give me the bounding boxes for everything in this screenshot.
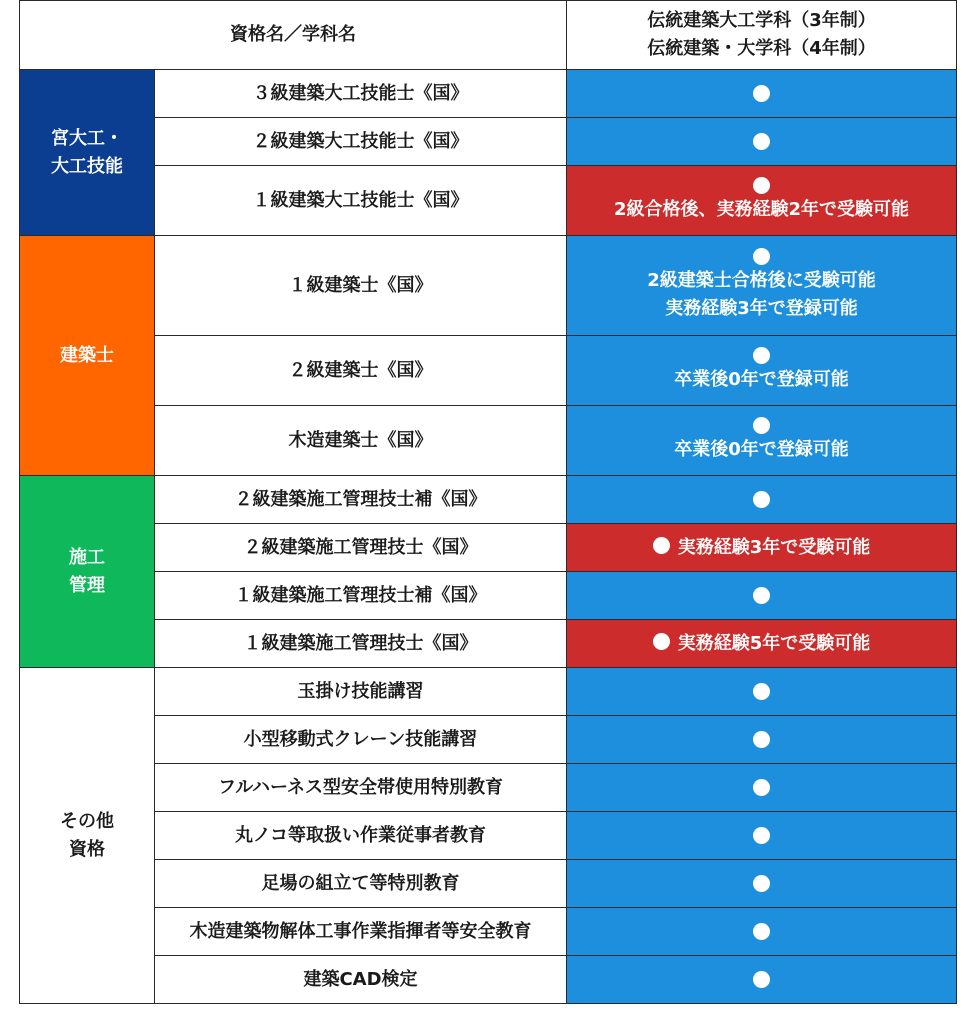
qualification-name: 足場の組立て等特別教育 [155,860,567,908]
availability-note: 実務経験3年で登録可能 [665,298,858,319]
header-row [20,1,957,70]
table-row [20,764,957,812]
availability-cell [567,620,957,668]
qualification-name: １級建築士《国》 [155,236,567,336]
category-label-line2: 管理 [69,574,105,596]
category-architect: 建築士 [20,236,155,476]
qualification-table [19,0,957,1004]
available-dot-icon [753,177,770,194]
table-row [20,908,957,956]
availability-cell [567,764,957,812]
availability-cell [567,406,957,476]
availability-cell [567,956,957,1004]
qualification-name: 木造建築物解体工事作業指揮者等安全教育 [155,908,567,956]
availability-cell [567,118,957,166]
qualification-name: 玉掛け技能講習 [155,668,567,716]
available-dot-icon [753,779,770,796]
availability-cell [567,860,957,908]
table-row [20,336,957,406]
available-dot-icon [753,827,770,844]
qualification-name: 小型移動式クレーン技能講習 [155,716,567,764]
category-label-line1: 施工 [69,546,105,568]
table-row [20,476,957,524]
availability-cell [567,716,957,764]
availability-cell [567,476,957,524]
availability-cell [567,812,957,860]
qualification-name: フルハーネス型安全帯使用特別教育 [155,764,567,812]
header-qualification-name: 資格名／学科名 [20,1,567,70]
table-row [20,716,957,764]
category-carpentry [20,70,155,236]
table-row [20,118,957,166]
available-dot-icon [753,923,770,940]
availability-cell [567,524,957,572]
category-label-line2: 資格 [69,838,105,860]
available-dot-icon [753,683,770,700]
availability-cell [567,908,957,956]
availability-note: 実務経験3年で受験可能 [677,536,871,558]
header-course [567,1,957,70]
qualification-name: 木造建築士《国》 [155,406,567,476]
qualification-name: １級建築施工管理技士《国》 [155,620,567,668]
availability-cell [567,236,957,336]
table-row [20,956,957,1004]
table-row [20,406,957,476]
availability-cell [567,166,957,236]
qualification-name: ２級建築士《国》 [155,336,567,406]
availability-cell [567,668,957,716]
availability-note: 2級建築士合格後に受験可能 [647,270,876,291]
qualification-name: 丸ノコ等取扱い作業従事者教育 [155,812,567,860]
table-row [20,524,957,572]
table-row [20,812,957,860]
table-row [20,572,957,620]
available-dot-icon [753,248,770,265]
availability-note: 2級合格後、実務経験2年で受験可能 [613,199,910,220]
qualification-name: 建築CAD検定 [155,956,567,1004]
category-label-line2: 大工技能 [51,155,123,177]
available-dot-icon [753,133,770,150]
category-label-line1: 宮大工・ [51,127,123,149]
table-row [20,860,957,908]
header-course-line2: 伝統建築・大学科（4年制） [647,38,876,59]
availability-cell [567,572,957,620]
availability-cell [567,336,957,406]
available-dot-icon [753,417,770,434]
availability-note: 卒業後0年で登録可能 [674,439,849,460]
available-dot-icon [653,537,670,554]
qualification-name: ２級建築施工管理技士《国》 [155,524,567,572]
available-dot-icon [753,85,770,102]
availability-note: 実務経験5年で受験可能 [677,632,871,654]
table-row [20,668,957,716]
qualification-name: ２級建築施工管理技士補《国》 [155,476,567,524]
table-row [20,70,957,118]
available-dot-icon [753,491,770,508]
qualification-name: １級建築大工技能士《国》 [155,166,567,236]
category-other [20,668,155,1004]
table-row [20,166,957,236]
available-dot-icon [753,971,770,988]
available-dot-icon [753,587,770,604]
available-dot-icon [653,633,670,650]
availability-cell [567,70,957,118]
available-dot-icon [753,731,770,748]
available-dot-icon [753,875,770,892]
qualification-name: １級建築施工管理技士補《国》 [155,572,567,620]
category-construction-management [20,476,155,668]
qualification-name: ３級建築大工技能士《国》 [155,70,567,118]
table-row [20,236,957,336]
available-dot-icon [753,347,770,364]
header-course-line1: 伝統建築大工学科（3年制） [647,10,876,31]
qualification-name: ２級建築大工技能士《国》 [155,118,567,166]
table-row [20,620,957,668]
availability-note: 卒業後0年で登録可能 [674,369,849,390]
category-label-line1: その他 [60,810,114,832]
